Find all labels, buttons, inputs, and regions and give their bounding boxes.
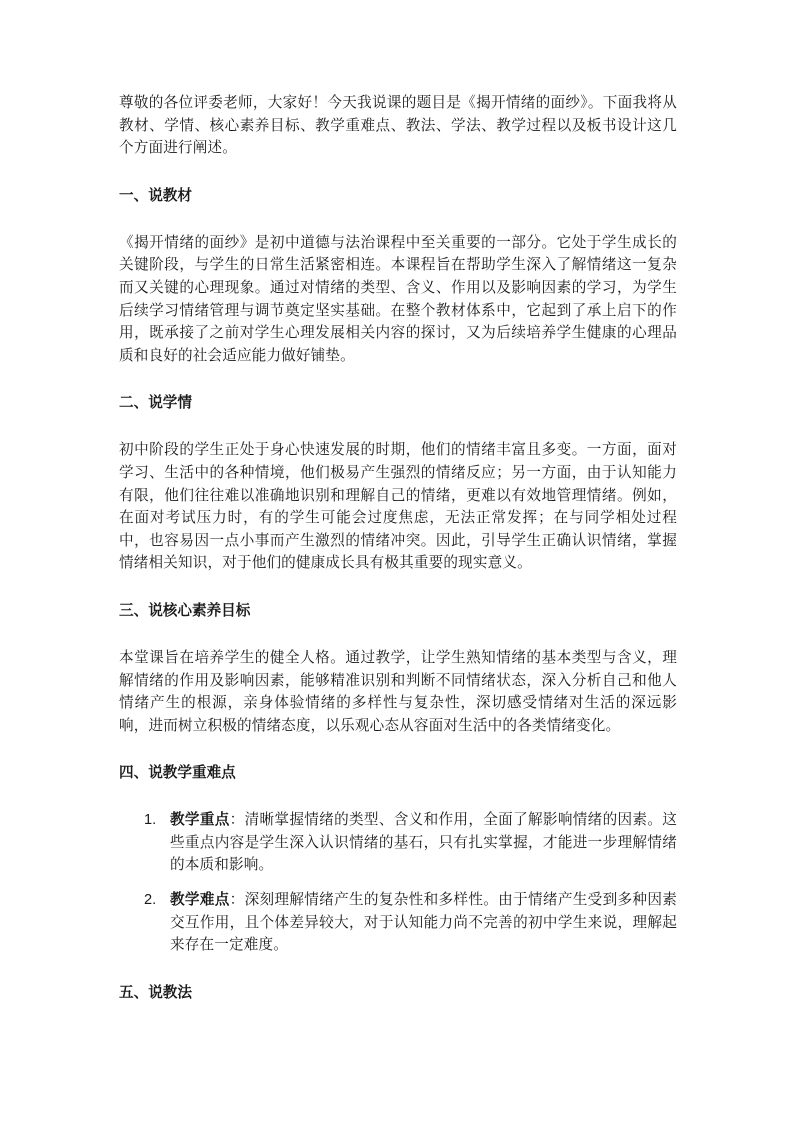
list-item-label: 教学难点: [170, 891, 230, 909]
section-body-textbook: 《揭开情绪的面纱》是初中道德与法治课程中至关重要的一部分。它处于学生成长的关键阶段，与学生的日常生活紧密相连。本课程旨在帮助学生深入了解情绪这一复杂而又关键的心理现象。通过对情绪的类型、含义、作用以及影响因素的学习，为学生后续学习情绪管理与调节奠定坚实基础。在整个教材体系中，它起到了承上启下的作用，既承接了之前对学生心理发展相关内容的探讨，又为后续培养学生健康的心理品质和良好的社会适应能力做好铺垫。: [119, 233, 677, 364]
list-item-body: 深刻理解情绪产生的复杂性和多样性。由于情绪产生受到多种因素交互作用，且个体差异较大，对于认知能力尚不完善的初中学生来说，理解起来存在一定难度。: [170, 891, 677, 954]
section-heading-teaching-methods: 五、说教法: [119, 983, 192, 1001]
intro-paragraph: 尊敬的各位评委老师，大家好！今天我说课的题目是《揭开情绪的面纱》。下面我将从教材、学情、核心素养目标、教学重难点、教法、学法、教学过程以及板书设计这几个方面进行阐述。: [119, 94, 677, 157]
list-item-difficulty: [119, 889, 677, 957]
list-item-body: 清晰掌握情绪的类型、含义和作用，全面了解影响情绪的因素。这些重点内容是学生深入认识情绪的基石，只有扎实掌握，才能进一步理解情绪的本质和影响。: [170, 811, 677, 874]
list-item-text: [170, 889, 677, 957]
list-item-label: 教学重点: [170, 811, 230, 829]
section-heading-students: 二、说学情: [119, 394, 192, 412]
section-body-students: 初中阶段的学生正处于身心快速发展的时期，他们的情绪丰富且多变。一方面，面对学习、生活中的各种情境，他们极易产生强烈的情绪反应；另一方面，由于认知能力有限，他们往往难以准确地识别和理解自己的情绪，更难以有效地管理情绪。例如，在面对考试压力时，有的学生可能会过度焦虑，无法正常发挥；在与同学相处过程中，也容易因一点小事而产生激烈的情绪冲突。因此，引导学生正确认识情绪，掌握情绪相关知识，对于他们的健康成长具有极其重要的现实意义。: [119, 441, 677, 572]
section-body-core-goals: 本堂课旨在培养学生的健全人格。通过教学，让学生熟知情绪的基本类型与含义，理解情绪的作用及影响因素，能够精准识别和判断不同情绪状态，深入分析自己和他人情绪产生的根源，亲身体验情绪的多样性与复杂性，深切感受情绪对生活的深远影响，进而树立积极的情绪态度，以乐观心态从容面对生活中的各类情绪变化。: [119, 648, 677, 734]
list-item-text: [170, 809, 677, 877]
list-item-colon: ：: [229, 811, 245, 829]
section-heading-core-goals: 三、说核心素养目标: [119, 601, 251, 619]
section-heading-key-points: 四、说教学重难点: [119, 764, 236, 782]
list-item-key-point: [119, 809, 677, 877]
key-points-list: [119, 809, 677, 957]
list-item-number: 1.: [144, 812, 157, 829]
list-item-colon: ：: [229, 891, 245, 909]
list-item-number: 2.: [144, 892, 157, 909]
document-page: [119, 92, 677, 1004]
section-heading-textbook: 一、说教材: [119, 186, 192, 204]
